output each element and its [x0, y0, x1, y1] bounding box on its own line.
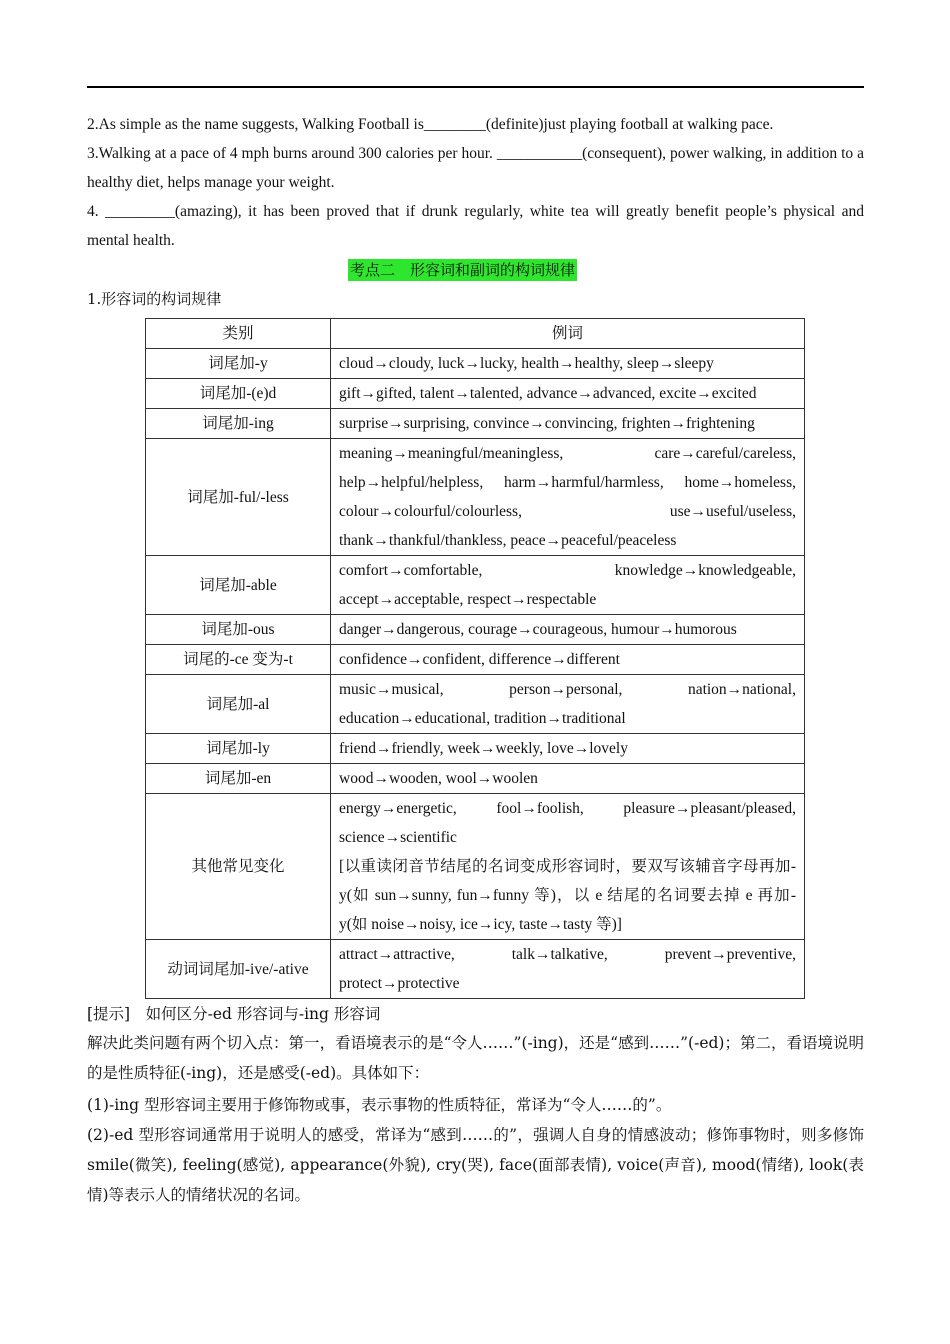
table-row	[146, 379, 805, 409]
example-line: accept→acceptable, respect→respectable	[339, 591, 597, 608]
row-category: 词尾加-ing	[146, 409, 331, 439]
row-category: 词尾加-en	[146, 764, 331, 794]
row-examples	[331, 940, 805, 999]
example-line: music→musical, person→personal, nation→national,	[339, 681, 796, 698]
header-examples: 例词	[331, 319, 805, 349]
row-examples	[331, 645, 805, 675]
table-row	[146, 794, 805, 940]
example-line: confidence→confident, difference→different	[339, 651, 620, 668]
table-row	[146, 645, 805, 675]
row-examples	[331, 439, 805, 556]
example-line: comfort→comfortable, knowledge→knowledgeable,	[339, 562, 796, 579]
row-category: 词尾加-(e)d	[146, 379, 331, 409]
tip-title: [提示] 如何区分-ed 形容词与-ing 形容词	[87, 1005, 381, 1023]
table-row	[146, 615, 805, 645]
row-examples	[331, 764, 805, 794]
example-line: friend→friendly, week→weekly, love→lovely	[339, 740, 628, 757]
table-row	[146, 349, 805, 379]
table-header-row	[146, 319, 805, 349]
row-category: 词尾加-ous	[146, 615, 331, 645]
example-line: thank→thankful/thankless, peace→peaceful/peaceless	[339, 532, 677, 549]
exercise-3: 3.Walking at a pace of 4 mph burns around 300 calories per hour. ___________(consequent), power walking, in addition to a healthy diet, helps manage your weight.	[87, 145, 864, 191]
table-row	[146, 734, 805, 764]
exercise-2: 2.As simple as the name suggests, Walking Football is________(definite)just playing football at walking pace.	[87, 116, 774, 133]
subheading: 1.形容词的构词规律	[87, 290, 222, 308]
row-category: 动词词尾加-ive/-ative	[146, 940, 331, 999]
example-line: wood→wooden, wool→woolen	[339, 770, 538, 787]
table-row	[146, 675, 805, 734]
example-line: meaning→meaningful/meaningless, care→careful/careless,	[339, 445, 796, 462]
section-title: 考点二 形容词和副词的构词规律	[350, 261, 576, 279]
tip-point-2: (2)-ed 型形容词通常用于说明人的感受，常译为“感到……的”，强调人自身的情感波动；修饰事物时，则多修饰 smile(微笑), feeling(感觉), appearance(外貌), cry(哭), face(面部表情), voice(声音), mood(情绪), look(表情)等表示人的情绪状况的名词。	[87, 1126, 864, 1204]
table-row	[146, 409, 805, 439]
row-category: 词尾加-ful/-less	[146, 439, 331, 556]
header-category: 类别	[146, 319, 331, 349]
word-formation-table	[145, 318, 805, 999]
example-line: help→helpful/helpless, harm→harmful/harmless, home→homeless,	[339, 474, 796, 491]
example-line: cloud→cloudy, luck→lucky, health→healthy, sleep→sleepy	[339, 355, 714, 372]
tip-intro: 解决此类问题有两个切入点：第一，看语境表示的是“令人……”(-ing)，还是“感到……”(-ed)；第二，看语境说明的是性质特征(-ing)，还是感受(-ed)。具体如下：	[87, 1034, 864, 1082]
row-examples	[331, 794, 805, 940]
tip-point-1: (1)-ing 型形容词主要用于修饰物或事，表示事物的性质特征，常译为“令人……的”。	[87, 1096, 672, 1114]
row-examples	[331, 615, 805, 645]
table-row	[146, 556, 805, 615]
row-examples	[331, 379, 805, 409]
example-line: gift→gifted, talent→talented, advance→advanced, excite→excited	[339, 385, 757, 402]
example-line: protect→protective	[339, 975, 460, 992]
example-line: attract→attractive, talk→talkative, prevent→preventive,	[339, 946, 796, 963]
row-category: 其他常见变化	[146, 794, 331, 940]
row-category: 词尾加-able	[146, 556, 331, 615]
example-note: [以重读闭音节结尾的名词变成形容词时，要双写该辅音字母再加-y(如 sun→sunny, fun→funny 等)，以 e 结尾的名词要去掉 e 再加-y(如 noise→noisy, ice→icy, taste→tasty 等)]	[339, 858, 796, 933]
table-row	[146, 764, 805, 794]
example-line: science→scientific	[339, 829, 457, 846]
example-line: energy→energetic, fool→foolish, pleasure→pleasant/pleased,	[339, 800, 796, 817]
row-examples	[331, 675, 805, 734]
row-examples	[331, 409, 805, 439]
table-row	[146, 940, 805, 999]
row-examples	[331, 556, 805, 615]
example-line: education→educational, tradition→traditional	[339, 710, 626, 727]
table-row	[146, 439, 805, 556]
row-category: 词尾的-ce 变为-t	[146, 645, 331, 675]
row-examples	[331, 734, 805, 764]
top-rule	[87, 86, 864, 88]
example-line: surprise→surprising, convince→convincing, frighten→frightening	[339, 415, 755, 432]
row-examples	[331, 349, 805, 379]
row-category: 词尾加-y	[146, 349, 331, 379]
example-line: danger→dangerous, courage→courageous, humour→humorous	[339, 621, 737, 638]
exercise-4: 4. _________(amazing), it has been proved that if drunk regularly, white tea will greatly benefit people’s physical and mental health.	[87, 203, 864, 249]
example-line: colour→colourful/colourless, use→useful/useless,	[339, 503, 796, 520]
row-category: 词尾加-al	[146, 675, 331, 734]
row-category: 词尾加-ly	[146, 734, 331, 764]
